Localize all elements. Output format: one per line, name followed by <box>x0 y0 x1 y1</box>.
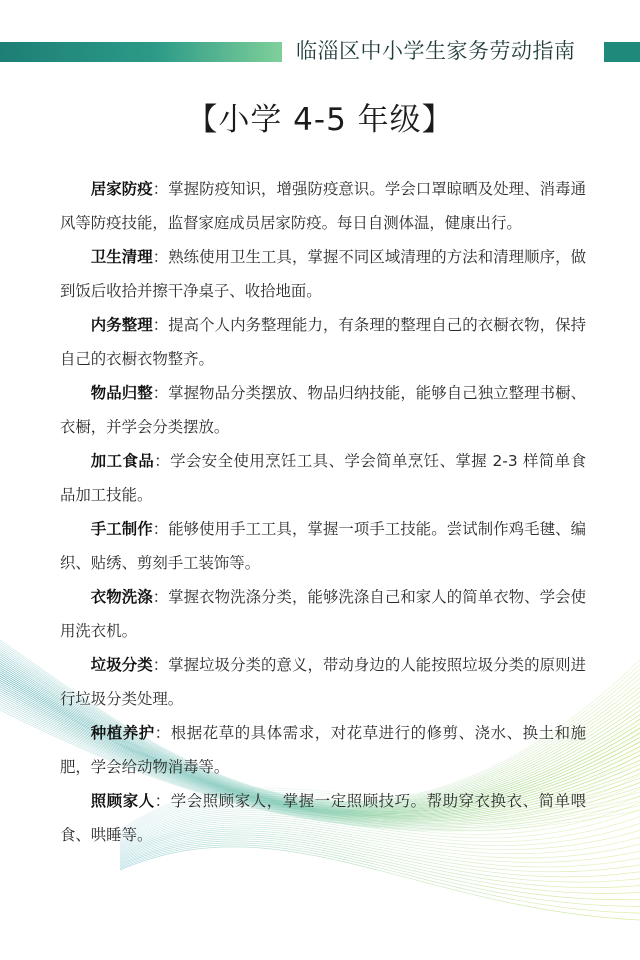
content-body <box>60 172 586 852</box>
item-text: 提高个人内务整理能力，有条理的整理自己的衣橱衣物，保持自己的衣橱衣物整齐。 <box>60 316 586 368</box>
item-term: 加工食品 <box>90 452 155 470</box>
item-term: 卫生清理 <box>90 248 153 266</box>
header-accent-bar-left <box>0 42 282 62</box>
item-term: 居家防疫 <box>90 180 153 198</box>
list-item: 手工制作：能够使用手工工具，掌握一项手工技能。尝试制作鸡毛毽、编织、贴绣、剪刻手工装饰等。 <box>60 520 586 572</box>
item-text: 学会安全使用烹饪工具、学会简单烹饪、掌握 2-3 样简单食品加工技能。 <box>60 452 586 504</box>
grade-title: 【小学 4-5 年级】 <box>186 102 454 138</box>
list-item: 种植养护：根据花草的具体需求，对花草进行的修剪、浇水、换土和施肥，学会给动物消毒等。 <box>60 724 586 776</box>
item-text: 掌握垃圾分类的意义，带动身边的人能按照垃圾分类的原则进行垃圾分类处理。 <box>60 656 586 708</box>
item-text: 掌握防疫知识，增强防疫意识。学会口罩晾晒及处理、消毒通风等防疫技能，监督家庭成员居家防疫。每日自测体温，健康出行。 <box>60 180 586 232</box>
list-item: 物品归整：掌握物品分类摆放、物品归纳技能，能够自己独立整理书橱、衣橱，并学会分类摆放。 <box>60 384 586 436</box>
list-item: 居家防疫：掌握防疫知识，增强防疫意识。学会口罩晾晒及处理、消毒通风等防疫技能，监督家庭成员居家防疫。每日自测体温，健康出行。 <box>60 180 586 232</box>
item-text: 能够使用手工工具，掌握一项手工技能。尝试制作鸡毛毽、编织、贴绣、剪刻手工装饰等。 <box>60 520 586 572</box>
header-title: 临淄区中小学生家务劳动指南 <box>296 39 576 63</box>
item-term: 物品归整 <box>90 384 153 402</box>
list-item: 加工食品：学会安全使用烹饪工具、学会简单烹饪、掌握 2-3 样简单食品加工技能。 <box>60 452 586 504</box>
list-item: 照顾家人：学会照顾家人，掌握一定照顾技巧。帮助穿衣换衣、简单喂食、哄睡等。 <box>60 792 586 844</box>
list-item: 卫生清理：熟练使用卫生工具，掌握不同区域清理的方法和清理顺序，做到饭后收拾并擦干净桌子、收拾地面。 <box>60 248 586 300</box>
item-text: 根据花草的具体需求，对花草进行的修剪、浇水、换土和施肥，学会给动物消毒等。 <box>60 724 586 776</box>
item-text: 学会照顾家人，掌握一定照顾技巧。帮助穿衣换衣、简单喂食、哄睡等。 <box>60 792 586 844</box>
item-term: 内务整理 <box>90 316 153 334</box>
item-text: 掌握衣物洗涤分类，能够洗涤自己和家人的简单衣物、学会使用洗衣机。 <box>60 588 586 640</box>
item-term: 衣物洗涤 <box>90 588 153 606</box>
item-term: 手工制作 <box>90 520 153 538</box>
header-accent-bar-right <box>604 42 640 62</box>
list-item: 内务整理：提高个人内务整理能力，有条理的整理自己的衣橱衣物，保持自己的衣橱衣物整齐。 <box>60 316 586 368</box>
item-text: 掌握物品分类摆放、物品归纳技能，能够自己独立整理书橱、衣橱，并学会分类摆放。 <box>60 384 586 436</box>
item-term: 垃圾分类 <box>90 656 153 674</box>
item-text: 熟练使用卫生工具，掌握不同区域清理的方法和清理顺序，做到饭后收拾并擦干净桌子、收拾地面。 <box>60 248 586 300</box>
list-item: 衣物洗涤：掌握衣物洗涤分类，能够洗涤自己和家人的简单衣物、学会使用洗衣机。 <box>60 588 586 640</box>
item-term: 种植养护 <box>90 724 155 742</box>
item-term: 照顾家人 <box>90 792 155 810</box>
list-item: 垃圾分类：掌握垃圾分类的意义，带动身边的人能按照垃圾分类的原则进行垃圾分类处理。 <box>60 656 586 708</box>
